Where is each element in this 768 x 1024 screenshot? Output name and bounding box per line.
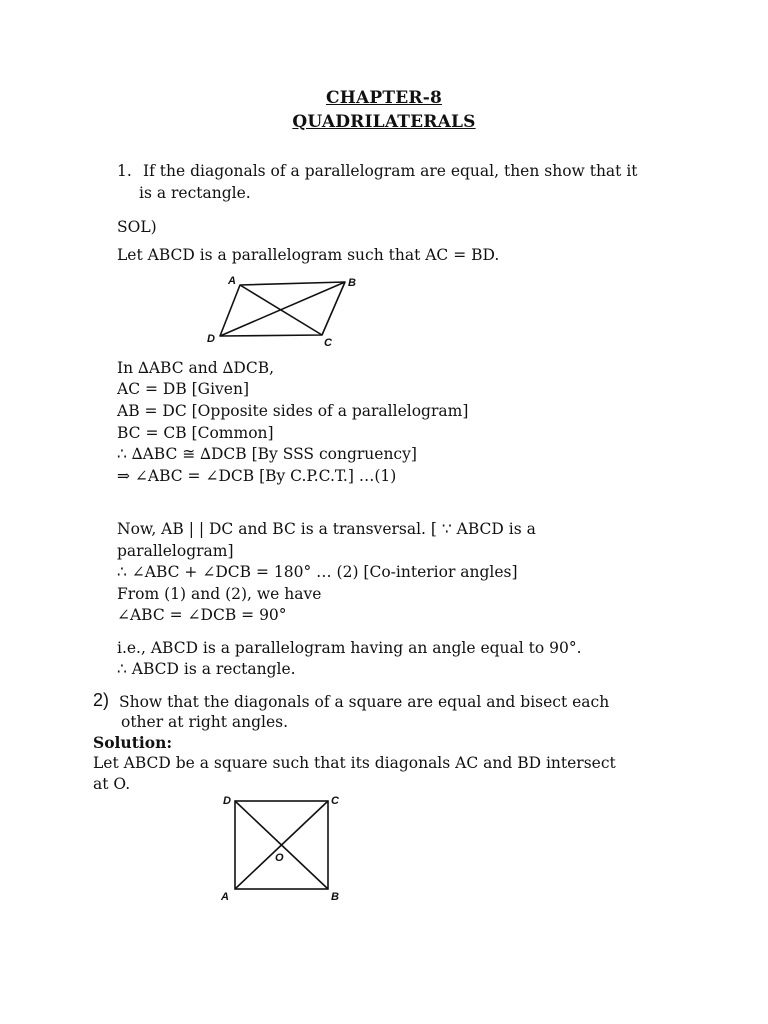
proof-line-1: In ∆ABC and ∆DCB, <box>117 359 275 377</box>
conclusion-line-2: ∴ ABCD is a rectangle. <box>117 660 296 678</box>
q2-question-line1: Show that the diagonals of a square are equal and bisect each <box>119 693 610 711</box>
proof-line-5: ∴ ∆ABC ≅ ∆DCB [By SSS congruency] <box>117 445 417 463</box>
proof-line-3: AB = DC [Opposite sides of a parallelogram] <box>117 402 469 420</box>
proof-line-6: ⇒ ∠ABC = ∠DCB [By C.P.C.T.] …(1) <box>117 467 397 485</box>
q2-solution-label: Solution: <box>93 733 173 752</box>
parallelogram-figure <box>200 270 370 350</box>
step2-line-2: parallelogram] <box>117 542 234 560</box>
q1-intro: Let ABCD is a parallelogram such that AC = BD. <box>117 246 500 264</box>
q1-question-line1: If the diagonals of a parallelogram are equal, then show that it <box>143 162 638 180</box>
q2-intro-line1: Let ABCD be a square such that its diagonals AC and BD intersect <box>93 754 616 772</box>
label-a: A <box>228 275 236 287</box>
step2-line-1: Now, AB | | DC and BC is a transversal. [ ∵ ABCD is a <box>117 520 536 538</box>
label-d: D <box>223 795 231 807</box>
q1-sol-label: SOL) <box>117 218 157 236</box>
q1-question-line2: is a rectangle. <box>139 184 251 202</box>
label-b: B <box>348 277 356 289</box>
step2-line-3: ∴ ∠ABC + ∠DCB = 180° … (2) [Co-interior angles] <box>117 563 518 581</box>
label-d: D <box>207 333 215 345</box>
topic-title: QUADRILATERALS <box>292 112 476 132</box>
chapter-title: CHAPTER-8 <box>326 88 442 108</box>
proof-line-2: AC = DB [Given] <box>117 380 249 398</box>
step2-line-5: ∠ABC = ∠DCB = 90° <box>117 606 287 624</box>
label-a: A <box>221 891 229 903</box>
step2-line-4: From (1) and (2), we have <box>117 585 322 603</box>
q2-question-line2: other at right angles. <box>121 713 289 731</box>
q1-number: 1. <box>117 162 132 180</box>
label-o: O <box>275 852 284 864</box>
q2-intro-line2: at O. <box>93 775 131 793</box>
proof-line-4: BC = CB [Common] <box>117 424 274 442</box>
square-figure <box>215 790 355 905</box>
conclusion-line-1: i.e., ABCD is a parallelogram having an angle equal to 90°. <box>117 639 582 657</box>
label-c: C <box>324 337 332 349</box>
q2-number: 2) <box>93 690 110 710</box>
label-c: C <box>331 795 339 807</box>
label-b: B <box>331 891 339 903</box>
